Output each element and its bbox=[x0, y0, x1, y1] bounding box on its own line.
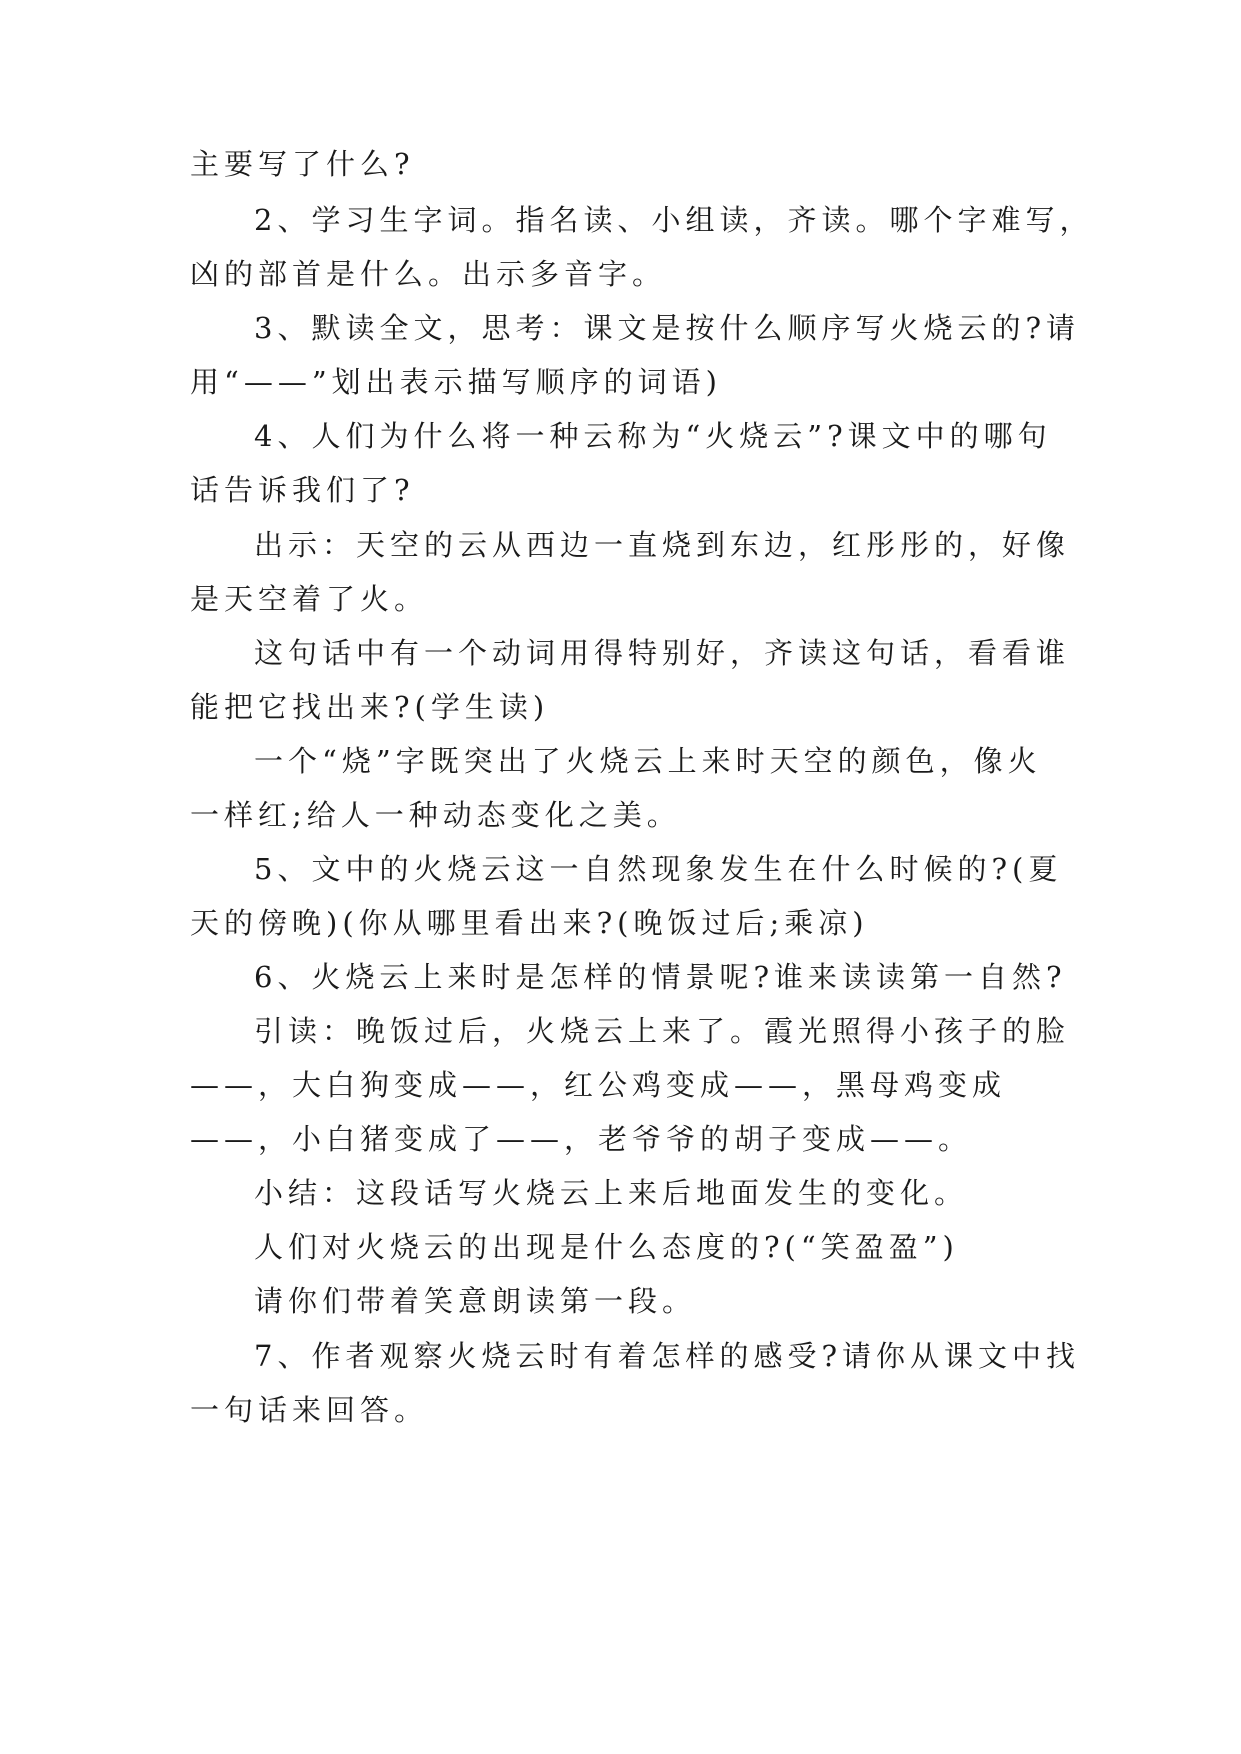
text-line: 一个“烧”字既突出了火烧云上来时天空的颜色，像火 bbox=[254, 744, 1042, 778]
text-line: 2、学习生字词。指名读、小组读，齐读。哪个字难写， bbox=[254, 203, 1094, 237]
text-line: 5、文中的火烧云这一自然现象发生在什么时候的?(夏 bbox=[254, 852, 1063, 886]
text-line: 一句话来回答。 bbox=[190, 1393, 429, 1427]
text-line: 3、默读全文，思考：课文是按什么顺序写火烧云的?请 bbox=[254, 311, 1080, 345]
text-line: 引读：晚饭过后，火烧云上来了。霞光照得小孩子的脸 bbox=[254, 1014, 1071, 1048]
text-line: 凶的部首是什么。出示多音字。 bbox=[190, 257, 667, 291]
text-line: 主要写了什么? bbox=[190, 147, 415, 181]
text-line: 6、火烧云上来时是怎样的情景呢?谁来读读第一自然? bbox=[254, 960, 1067, 994]
text-line: 人们对火烧云的出现是什么态度的?(“笑盈盈”) bbox=[254, 1230, 959, 1264]
text-line: 这句话中有一个动词用得特别好，齐读这句话，看看谁 bbox=[254, 636, 1071, 670]
text-line: 是天空着了火。 bbox=[190, 582, 429, 616]
text-line: ——，大白狗变成——，红公鸡变成——，黑母鸡变成 bbox=[190, 1068, 1007, 1102]
text-line: 天的傍晚)(你从哪里看出来?(晚饭过后;乘凉) bbox=[190, 906, 869, 940]
text-line: 话告诉我们了? bbox=[190, 473, 415, 507]
text-line: 4、人们为什么将一种云称为“火烧云”?课文中的哪句 bbox=[254, 419, 1052, 453]
text-line: 用“——”划出表示描写顺序的词语) bbox=[190, 365, 722, 399]
text-line: ——，小白猪变成了——，老爷爷的胡子变成——。 bbox=[190, 1122, 973, 1156]
text-line: 能把它找出来?(学生读) bbox=[190, 690, 550, 724]
text-line: 7、作者观察火烧云时有着怎样的感受?请你从课文中找 bbox=[254, 1339, 1080, 1373]
text-line: 出示：天空的云从西边一直烧到东边，红彤彤的，好像 bbox=[254, 528, 1071, 562]
text-line: 小结：这段话写火烧云上来后地面发生的变化。 bbox=[254, 1176, 969, 1210]
text-line: 请你们带着笑意朗读第一段。 bbox=[254, 1284, 697, 1318]
text-line: 一样红;给人一种动态变化之美。 bbox=[190, 798, 681, 832]
